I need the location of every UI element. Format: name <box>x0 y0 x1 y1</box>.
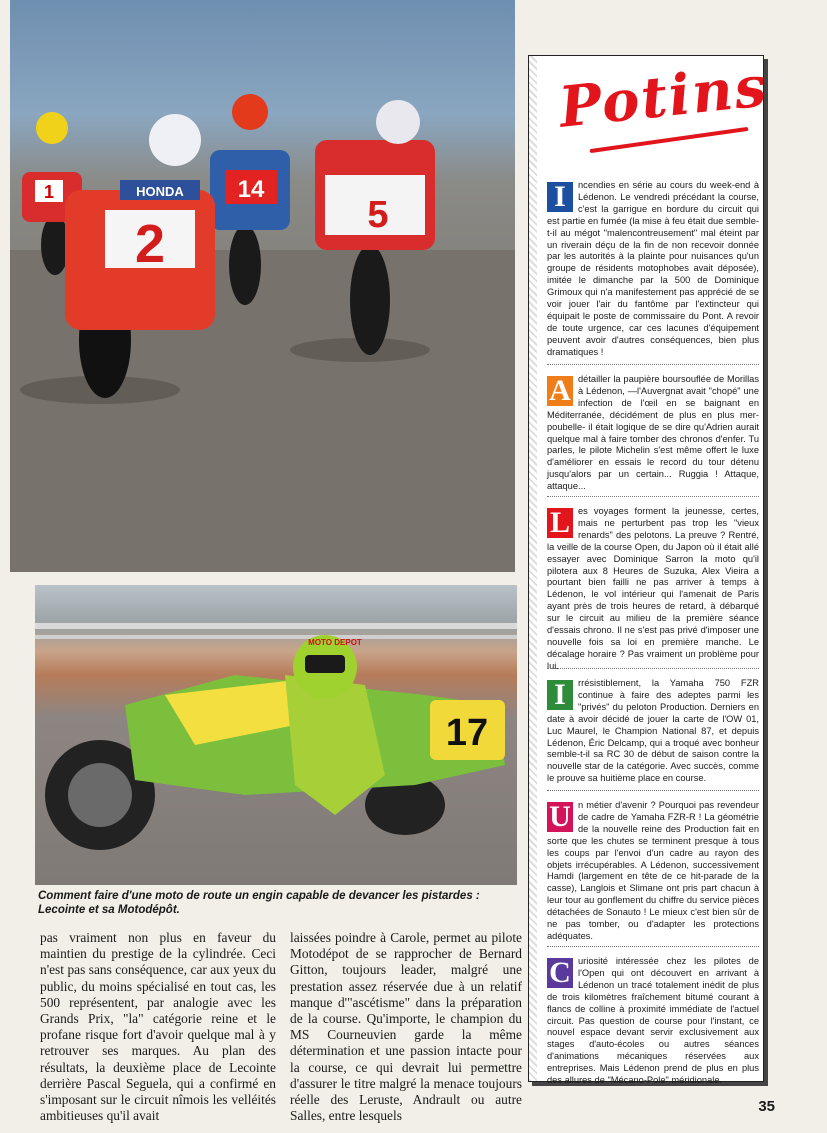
sidebar-title: Potins <box>556 53 772 141</box>
bike-number-2: 2 <box>134 214 166 274</box>
potin-item-4 <box>547 678 759 785</box>
potin-text-3: es voyages forment la jeunesse, certes, mais ne perturbent pas trop les "vieux renards" des pelotons. La preuve ? Rentré, la veille de la course Open, du Japon où il était allé essayer avec Dominique Sarron la moto qu'il pilotera aux 8 Heures de Suzuka, Alex Vieira a pourtant bien failli ne pas arriver à temps à Lédenon, le vol intérieur qui l'amenait de Paris ayant près de trois heures de retard, à débarqué sur le circuit au milieu de la première séance d'essais chrono. Il ne s'est pas privé d'imposer une nouvelle fois sa loi en première manche. Le décalage horaire ? Pas vraiment un problème pour lui. <box>547 506 759 671</box>
potin-item-6 <box>547 956 759 1087</box>
separator <box>547 790 759 791</box>
dropcap-2: A <box>547 376 573 406</box>
separator <box>547 668 759 669</box>
bike-number-17: 17 <box>445 712 489 754</box>
sidebar-stripe <box>529 56 537 1081</box>
dropcap-5: U <box>547 802 573 832</box>
article-column-2: laissées poindre à Carole, permet au pilote Motodépot de se rapprocher de Bernard Gitton, toujours leader, malgré une prestation assez réservée due à un relatif manque d'"ascétisme" dans la préparation de la course. Qu'importe, le champion du MS Courneuvien garde la même détermination et une passion intacte pour la course, ce qui devrait lui permettre d'assurer le titre malgré la menace toujours réelle des Leruste, Andrault ou autre Salles, entre lesquels <box>290 930 522 1124</box>
potin-text-5: n métier d'avenir ? Pourquoi pas revendeur de cadre de Yamaha FZR-R ! La géométrie de la nouvelle reine des Production fait en sorte que les chutes se terminent presque à tous les coups par l'envoi d'un cadre au rayon des objets irrécupérables. A Lédenon, successivement Hamdi (largement en tête de ce hit-parade de la casse), Langlois et Slimane ont pris part chacun à leur tour au gonflement du chiffre du service pièces détachées de Sonauto ! Le mieux c'est bien sûr de ne pas tomber, ou d'adapter les protections adéquates. <box>547 800 759 941</box>
sponsor-text: HONDA <box>136 184 184 199</box>
potin-text-1: ncendies en série au cours du week-end à Lédenon. Le vendredi précédant la course, c'est la garrigue en bordure du circuit qui est partie en fumée (la mise à feu était due semble-t-il au mégot "malencontreusement" mal éteint par un riverain déçu de la fin de non recevoir donnée par les autorités à la plainte pour nuisances qu'un groupe de résidents motophobes avait déposée), imitée le dimanche par la 500 de Dominique Grimoux qui n'a manifestement pas apprécié de se voir jouer l'air du fantôme par l'extincteur qui équipait le poste de commissaire du Pont. A revoir de toute urgence, car ces lacunes d'équipement peuvent avoir d'autres conséquences, bien plus dramatiques ! <box>547 180 759 357</box>
rider-photo-bottom <box>35 585 517 885</box>
helmet-text: MOTO DEPOT <box>308 638 362 647</box>
potin-item-1 <box>547 180 759 359</box>
bike-number-5: 5 <box>367 194 389 236</box>
separator <box>547 496 759 497</box>
potin-text-6: uriosité intéressée chez les pilotes de l'Open qui ont découvert en arrivant à Lédenon un tracé totalement inédit de plus de trois kilomètres fraîchement bitumé courant à flancs de colline à proximité immédiate de l'actuel circuit. Pas question de course pour l'instant, ce nouvel espace devant servir exclusivement aux stages d'auto-écoles ou autres séances d'animations mécaniques réservées aux entreprises. Mais Lédenon prend de plus en plus des allures de "Mécano-Pole" méridionale. <box>547 956 759 1086</box>
potin-item-3 <box>547 506 759 673</box>
photo-caption: Comment faire d'une moto de route un engin capable de devancer les pistardes : Lecointe et sa Motodépôt. <box>38 890 480 916</box>
rider-illustration <box>35 585 517 885</box>
potin-text-2: détailler la paupière boursouflée de Morillas à Lédenon, —l'Auvergnat avait "chopé" une infection de l'œil en se baignant en Méditerranée, décidément de plus en plus mer-poubelle- il était logique de se dire qu'Adrien aurait quelque mal à faire tomber des chronos d'enfer. Tu parles, le pilote Michelin s'est même offert le luxe d'améliorer en essais le record du tour détenu jusqu'alors par un certain... Ruggia ! Attaque, attaque... <box>547 374 759 492</box>
separator <box>547 946 759 947</box>
potins-sidebar <box>528 53 772 1086</box>
race-photo-top <box>10 0 515 572</box>
bike-number-14: 14 <box>237 176 265 203</box>
article-column-1: pas vraiment non plus en faveur du maintien du prestige de la cylindrée. Ceci n'est pas sans conséquence, car aux yeux du public, du moins spécialisé en tout cas, les 500 représentent, par analogie avec les Grands Prix, "la" catégorie reine et le profane risque fort d'avoir quelque mal à y retrouver ses marques. Au plan des résultats, la deuxième place de Lecointe derrière Pascal Seguela, qui a confirmé en s'imposant sur le circuit nîmois les velléités ambitieuses qu'il avait <box>40 930 276 1124</box>
separator <box>547 364 759 365</box>
race-illustration <box>10 0 515 572</box>
potin-text-4: rrésistiblement, la Yamaha 750 FZR continue à faire des adeptes parmi les "privés" du peloton Production. Derniers en date à avoir décidé de jouer la carte de l'OW 01, Luc Maurel, le Champion National 87, et depuis Lédenon, Éric Delcamp, qui a troqué avec bonheur semble-t-il sa RC 30 de début de saison contre la nouvelle star de la catégorie. Avec succès, comme le prouve sa huitième place en course. <box>547 678 759 784</box>
dropcap-4: I <box>547 680 573 710</box>
bike-number-1: 1 <box>43 182 55 202</box>
potin-item-5 <box>547 800 759 943</box>
potin-item-2 <box>547 374 759 493</box>
page-number: 35 <box>758 1098 775 1115</box>
dropcap-3: L <box>547 508 573 538</box>
dropcap-1: I <box>547 182 573 212</box>
dropcap-6: C <box>547 958 573 988</box>
